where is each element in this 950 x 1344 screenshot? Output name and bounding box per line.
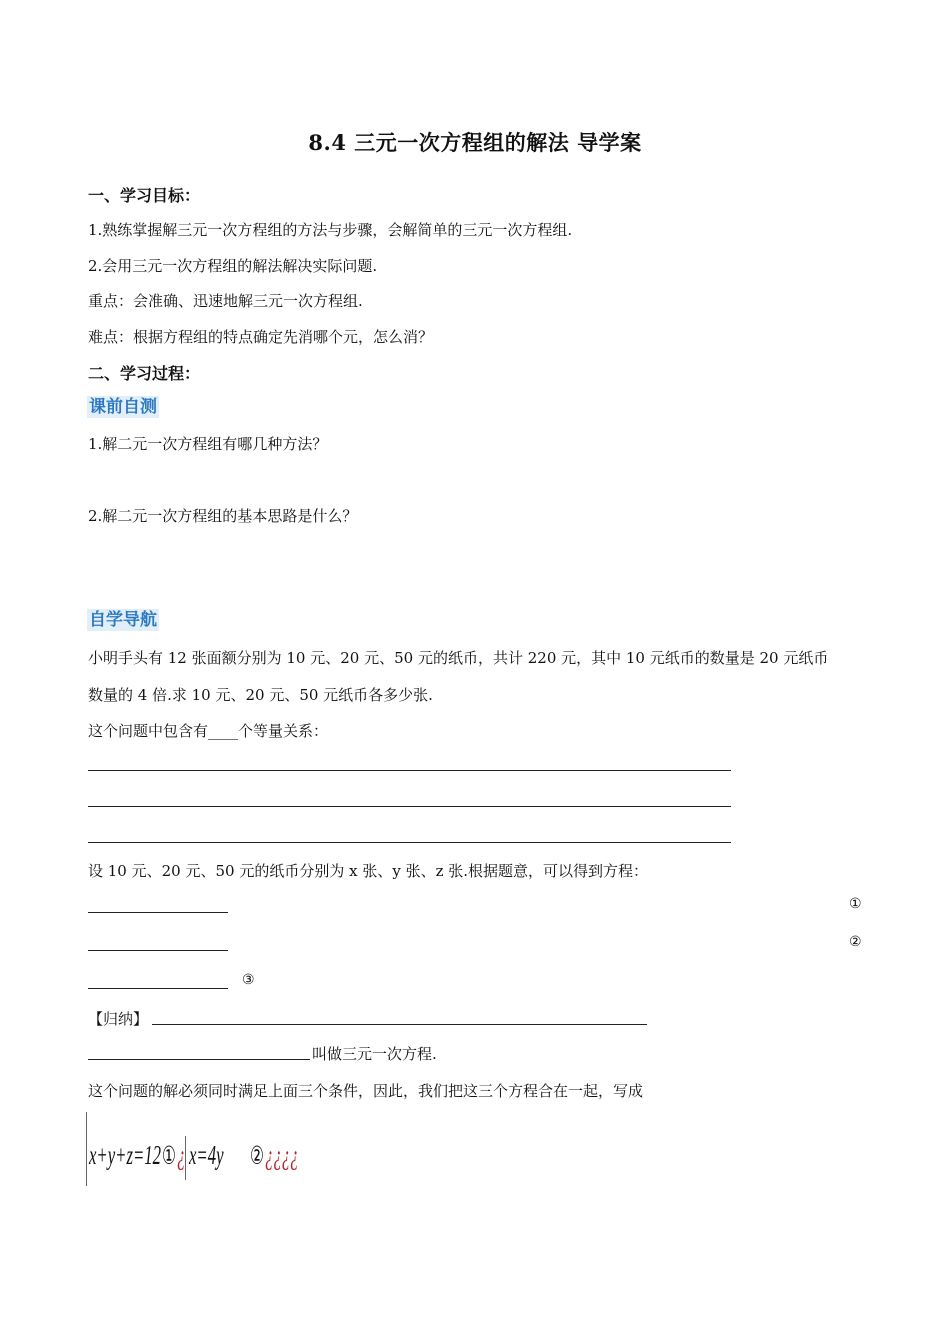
equation-blank-2 <box>88 950 228 951</box>
summary-blank-2 <box>88 1059 310 1060</box>
system-brace-left <box>86 1112 87 1186</box>
section-heading-process: 二、学习过程： <box>88 364 201 383</box>
equation-blank-1 <box>88 912 228 913</box>
difficulty-point: 难点：根据方程组的特点确定先消哪个元，怎么消？ <box>88 328 434 346</box>
equation-blank-3 <box>88 988 228 989</box>
summary-label: 【归纳】 <box>88 1010 149 1028</box>
selfstudy-label: 自学导航 <box>89 610 157 630</box>
goal-2: 2.会用三元一次方程组的解法解决实际问题. <box>88 257 378 275</box>
key-point: 重点：会准确、迅速地解三元一次方程组. <box>88 292 363 310</box>
goal-1: 1.熟练掌握解三元一次方程组的方法与步骤，会解简单的三元一次方程组. <box>88 221 573 239</box>
combine-text: 这个问题的解必须同时满足上面三个条件，因此，我们把这三个方程合在一起，写成 <box>88 1082 644 1100</box>
relations-prompt: 这个问题中包含有____个等量关系： <box>88 722 329 740</box>
system-mark-2: ② <box>250 1142 264 1170</box>
system-equation-1: x+y+z=12 <box>89 1140 162 1170</box>
problem-line-2: 数量的 4 倍.求 10 元、20 元、50 元纸币各多少张. <box>88 686 433 704</box>
equation-mark-2: ② <box>849 934 862 950</box>
section-heading-goals: 一、学习目标： <box>88 186 201 205</box>
pretest-question-1: 1.解二元一次方程组有哪几种方法？ <box>88 435 328 453</box>
answer-line-1 <box>88 770 731 771</box>
answer-line-3 <box>88 842 731 843</box>
problem-line-1: 小明手头有 12 张面额分别为 10 元、20 元、50 元的纸币，共计 220 元，其中 10 元纸币的数量是 20 元纸币 <box>88 649 829 667</box>
page-title: 8.4 三元一次方程组的解法 导学案 <box>308 130 642 155</box>
answer-line-2 <box>88 806 731 807</box>
equation-mark-1: ① <box>849 896 862 912</box>
system-brace-inner <box>185 1136 186 1180</box>
pretest-label: 课前自测 <box>89 397 157 417</box>
system-equation-2: x=4y <box>189 1140 224 1170</box>
setup-text: 设 10 元、20 元、50 元的纸币分别为 x 张、y 张、z 张.根据题意，可以得到方程： <box>88 862 649 880</box>
summary-tail: 叫做三元一次方程. <box>312 1045 437 1063</box>
system-glitch-1: ¿ <box>177 1140 186 1170</box>
summary-blank-1 <box>152 1024 647 1025</box>
equation-mark-3: ③ <box>242 972 255 988</box>
system-mark-1: ① <box>162 1142 176 1170</box>
pretest-question-2: 2.解二元一次方程组的基本思路是什么？ <box>88 507 358 525</box>
system-glitch-2: ¿¿¿¿ <box>265 1140 299 1170</box>
